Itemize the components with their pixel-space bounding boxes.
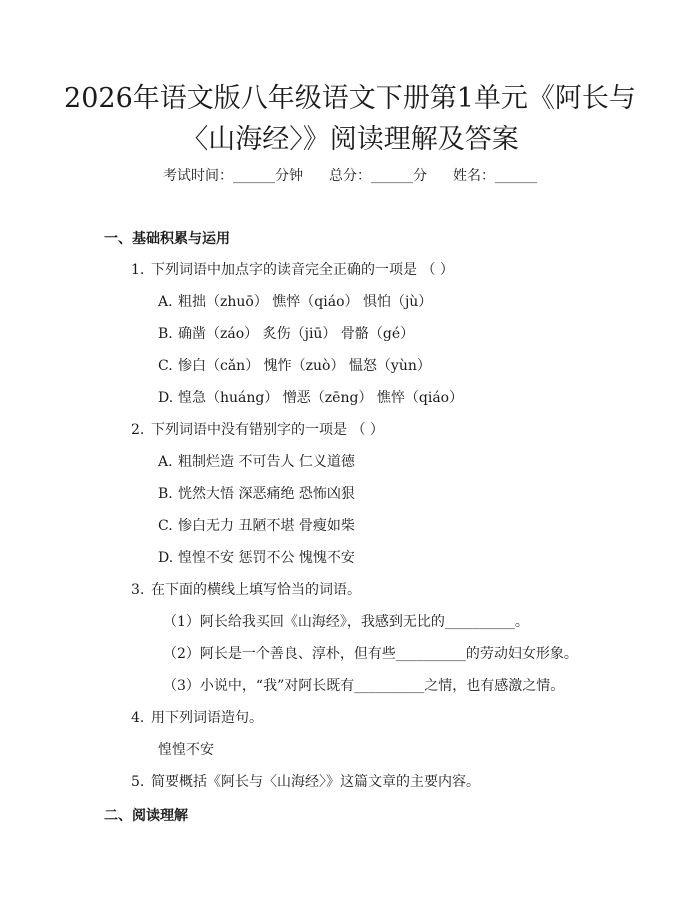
option-letter: D. — [158, 390, 174, 406]
question-number: 4. — [131, 710, 145, 726]
question-text: 用下列词语造句。 — [151, 710, 263, 726]
question-2 — [131, 420, 384, 440]
option-1b — [158, 324, 414, 344]
option-text: 惨白（cǎn） 愧怍（zuò） 愠怒（yùn） — [178, 358, 431, 374]
option-1a — [158, 292, 432, 312]
option-letter: A. — [158, 294, 173, 310]
question-number: 1. — [131, 262, 145, 278]
option-1d — [158, 388, 463, 408]
option-letter: C. — [158, 518, 173, 534]
fill-blank-1: （1）阿长给我买回《山海经》，我感到无比的__________。 — [163, 614, 529, 630]
total-score-field: 总分：______分 — [329, 168, 427, 184]
sentence-word: 惶惶不安 — [158, 742, 214, 758]
question-1 — [131, 260, 454, 280]
question-text: 简要概括《阿长与〈山海经〉》这篇文章的主要内容。 — [151, 774, 480, 790]
option-text: 惨白无力 丑陋不堪 骨瘦如柴 — [178, 518, 355, 534]
option-2b — [158, 484, 355, 504]
student-name-field: 姓名：______ — [453, 168, 537, 184]
option-letter: B. — [158, 486, 173, 502]
option-text: 惶急（huáng） 憎恶（zēng） 憔悴（qiáo） — [178, 390, 464, 406]
fill-blank-2: （2）阿长是一个善良、淳朴，但有些__________的劳动妇女形象。 — [163, 646, 578, 662]
option-letter: D. — [158, 550, 174, 566]
option-2a — [158, 452, 355, 472]
question-text: 在下面的横线上填写恰当的词语。 — [151, 582, 361, 598]
question-text: 下列词语中加点字的读音完全正确的一项是 （ ） — [151, 262, 454, 278]
question-3 — [131, 580, 361, 600]
question-4 — [131, 708, 263, 728]
option-text: 确凿（záo） 炙伤（jiū） 骨骼（gé） — [178, 326, 415, 342]
option-text: 惶惶不安 惩罚不公 愧愧不安 — [178, 550, 355, 566]
option-letter: A. — [158, 454, 173, 470]
section-heading-reading: 二、阅读理解 — [104, 808, 188, 824]
option-text: 粗拙（zhuō） 憔悴（qiáo） 惧怕（jù） — [178, 294, 433, 310]
option-letter: C. — [158, 358, 173, 374]
document-title: 2026年语文版八年级语文下册第1单元《阿长与〈山海经〉》阅读理解及答案 — [64, 83, 636, 155]
option-text: 粗制烂造 不可告人 仁义道德 — [178, 454, 355, 470]
question-number: 2. — [131, 422, 145, 438]
option-letter: B. — [158, 326, 173, 342]
exam-info-line — [0, 166, 700, 186]
question-number: 5. — [131, 774, 145, 790]
question-number: 3. — [131, 582, 145, 598]
question-text: 下列词语中没有错别字的一项是 （ ） — [151, 422, 384, 438]
fill-blank-3: （3）小说中，“我”对阿长既有__________之情，也有感激之情。 — [163, 678, 565, 694]
option-1c — [158, 356, 431, 376]
section-heading-basics: 一、基础积累与运用 — [104, 231, 230, 247]
question-5 — [131, 772, 480, 792]
option-text: 恍然大悟 深恶痛绝 恐怖凶狠 — [178, 486, 355, 502]
option-2c — [158, 516, 355, 536]
option-2d — [158, 548, 355, 568]
exam-time-field: 考试时间：______分钟 — [163, 168, 303, 184]
